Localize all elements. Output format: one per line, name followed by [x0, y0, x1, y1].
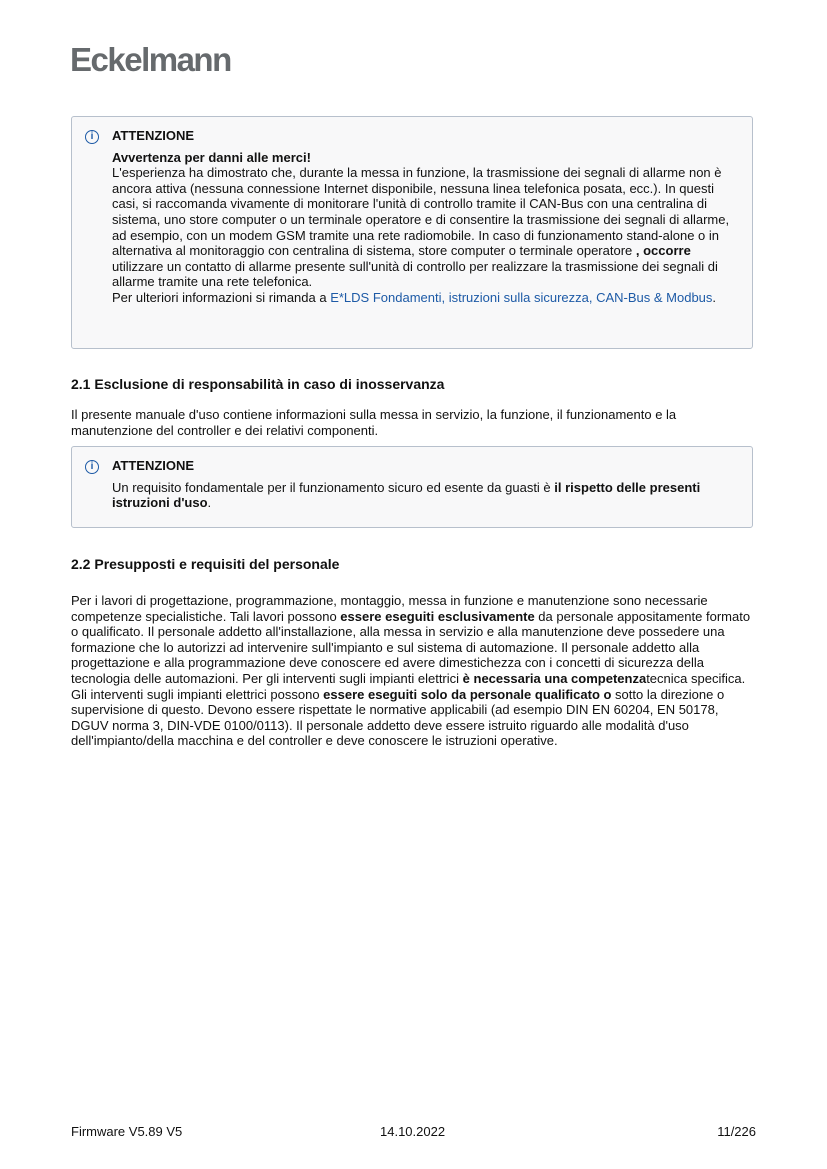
- note-heading: Avvertenza per danni alle merci!: [112, 149, 311, 165]
- attention-note-2: [71, 446, 753, 528]
- attention-note-1: [71, 116, 753, 349]
- text: Un requisito fondamentale per il funzionamento sicuro ed esente da guasti è: [112, 479, 555, 495]
- bold-text: essere eseguiti solo da personale qualificato o: [323, 686, 612, 702]
- bold-text: è necessaria una competenza: [462, 670, 647, 686]
- info-icon: i: [85, 460, 99, 474]
- text: tecnica specifica. Gli interventi sugli impianti elettrici possono: [71, 670, 746, 702]
- text: L'esperienza ha dimostrato che, durante la messa in funzione, la trasmissione dei segnali di allarme non è ancora attiva (nessuna connessione Internet disponibile, nessuna linea telefonica posata, ecc.). In questi casi, si raccomanda vivamente di monitorare l'unità di controllo tramite il CAN-Bus con una centralina di sistema, uno store computer o un terminale operatore e di consentire la trasmissione dei segnali di allarme, ad esempio, con un modem GSM tramite una rete radiomobile. In caso di funzionamento stand-alone o in alternativa al monitoraggio con centralina di sistema, store computer o terminale operatore: [112, 165, 730, 259]
- end-text: .: [712, 289, 717, 305]
- text: sotto la direzione o supervisione di questo. Devono essere rispettate le normative applicabili (ad esempio DIN EN 60204, EN 50178, DGUV norma 3, DIN-VDE 0100/0113). Il personale addetto deve essere istruito riguardo alle modalità d'uso dell'impianto/della macchina e del controller e deve conoscere le istruzioni operative.: [71, 686, 725, 749]
- logo: Eckelmann: [70, 41, 231, 78]
- bold-text: essere eseguiti esclusivamente: [340, 608, 535, 624]
- text: .: [207, 495, 212, 511]
- section-2-2-title: 2.2 Presupposti e requisiti del personale: [71, 556, 340, 572]
- text: Per i lavori di progettazione, programmazione, montaggio, messa in funzione e manutenzione sono necessarie competenze specialistiche. Tali lavori possono: [71, 593, 708, 624]
- note-body: [112, 480, 740, 511]
- note-title: ATTENZIONE: [112, 458, 195, 473]
- info-icon: i: [85, 130, 99, 144]
- reference-link[interactable]: E*LDS Fondamenti, istruzioni sulla sicurezza, CAN-Bus & Modbus: [330, 289, 713, 305]
- section-2-1-title: 2.1 Esclusione di responsabilità in caso di inosservanza: [71, 376, 445, 392]
- text: da personale appositamente formato o qualificato. Il personale addetto all'installazione, alla messa in servizio e alla manutenzione deve possedere una formazione che lo autorizzi ad intervenire sull'impianto e sul sistema di automazione. Il personale addetto alla progettazione e alla programmazione deve conoscere ed avere dimestichezza con i concetti di sicurezza della tecnologia delle automazioni. Per gli interventi sugli impianti elettrici: [71, 608, 751, 686]
- footer-firmware: Firmware V5.89 V5: [71, 1124, 183, 1139]
- footer-date: 14.10.2022: [380, 1124, 446, 1139]
- note-more: [112, 290, 740, 306]
- text: utilizzare un contatto di allarme presente sull'unità di controllo per realizzare la trasmissione dei segnali di allarme tramite una rete telefonica.: [112, 258, 718, 290]
- more-text: Per ulteriori informazioni si rimanda a: [112, 289, 331, 305]
- bold-text: il rispetto delle presenti istruzioni d'uso: [112, 479, 701, 511]
- section-2-1-text: Il presente manuale d'uso contiene informazioni sulla messa in servizio, la funzione, il funzionamento e la manutenzione del controller e dei relativi componenti.: [71, 407, 677, 438]
- bold-text: , occorre: [635, 243, 691, 259]
- footer-page-number: 11/226: [717, 1124, 756, 1139]
- section-2-2-text: [71, 593, 757, 749]
- note-body: [112, 165, 740, 290]
- note-title: ATTENZIONE: [112, 128, 195, 143]
